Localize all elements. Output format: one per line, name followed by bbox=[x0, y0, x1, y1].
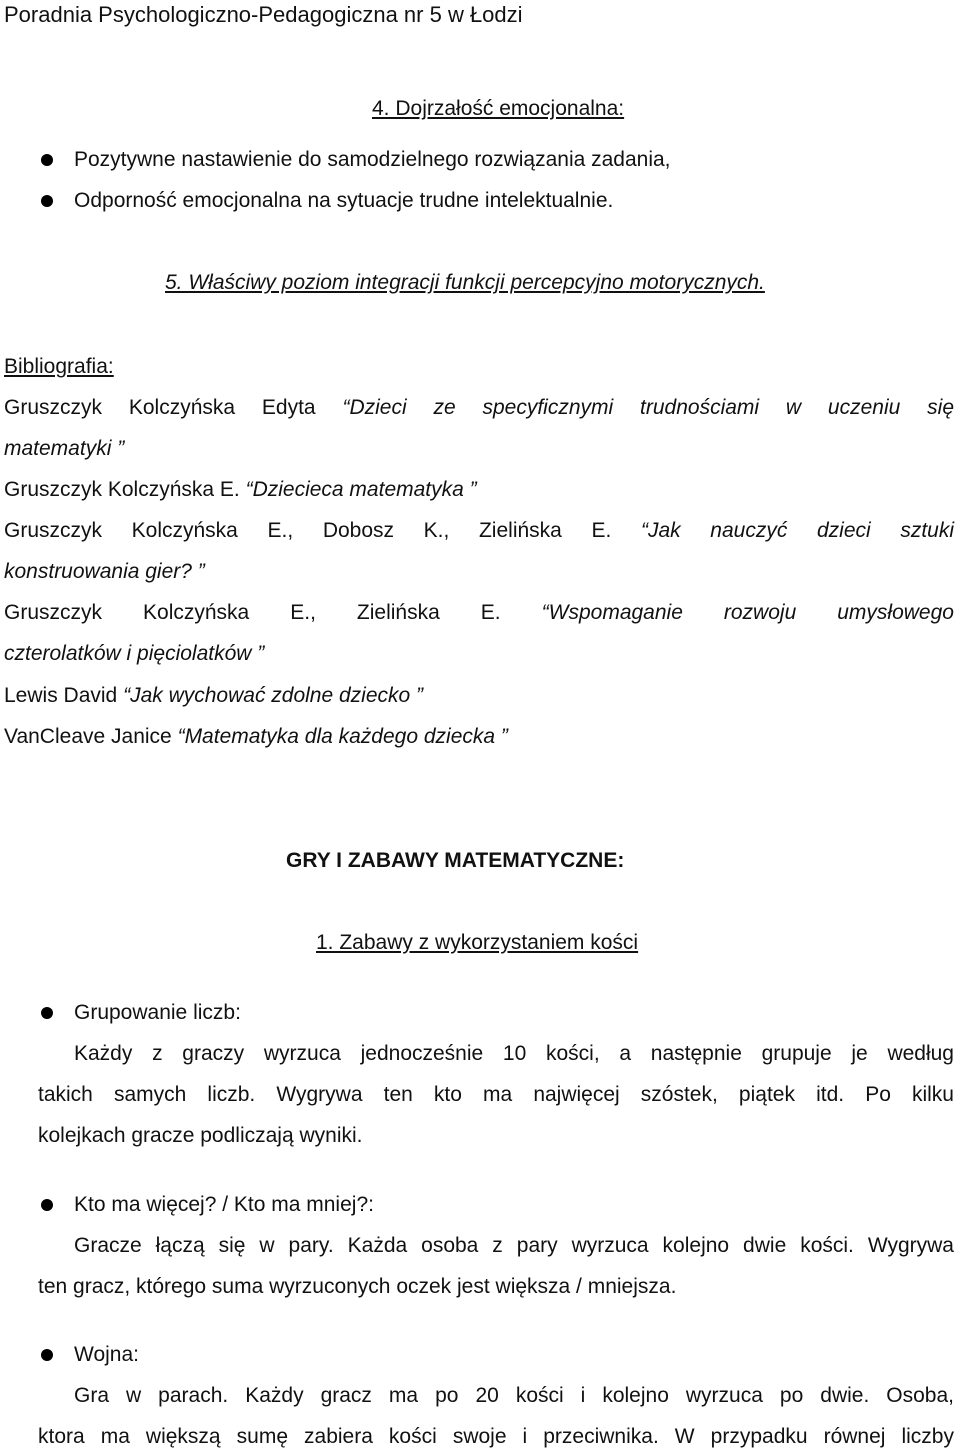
bibliography-entry-continuation: konstruowania gier? ” bbox=[4, 560, 205, 583]
bibliography-entry: Gruszczyk Kolczyńska E. “Dziecieca matematyka ” bbox=[4, 478, 477, 501]
section-4-item: Pozytywne nastawienie do samodzielnego rozwiązania zadania, bbox=[74, 148, 671, 171]
bullet-icon bbox=[41, 195, 53, 207]
bullet-icon bbox=[41, 154, 53, 166]
games-heading: GRY I ZABAWY MATEMATYCZNE: bbox=[286, 849, 625, 872]
section-5-heading: 5. Właściwy poziom integracji funkcji percepcyjno motorycznych. bbox=[165, 271, 765, 294]
bibliography-entry: Gruszczyk Kolczyńska E., Zielińska E. “Wspomaganie rozwoju umysłowego bbox=[4, 601, 954, 624]
bibliography-entry-continuation: matematyki ” bbox=[4, 437, 125, 460]
bibliography-heading: Bibliografia: bbox=[4, 355, 114, 378]
bibliography-entry: Gruszczyk Kolczyńska E., Dobosz K., Zielińska E. “Jak nauczyć dzieci sztuki bbox=[4, 519, 954, 542]
bibliography-entry: Lewis David “Jak wychować zdolne dziecko ” bbox=[4, 684, 424, 707]
bullet-icon bbox=[41, 1007, 53, 1019]
bibliography-entry: Gruszczyk Kolczyńska Edyta “Dzieci ze specyficznymi trudnościami w uczeniu się bbox=[4, 396, 955, 419]
game-name: Wojna: bbox=[74, 1343, 139, 1366]
game-description-line: Każdy z graczy wyrzuca jednocześnie 10 kości, a następnie grupuje je według bbox=[74, 1042, 954, 1065]
game-description-line: takich samych liczb. Wygrywa ten kto ma najwięcej szóstek, piątek itd. Po kilku bbox=[38, 1083, 954, 1106]
game-description-line: ktora ma większą sumę zabiera kości swoje i przeciwnika. W przypadku równej liczby bbox=[38, 1425, 954, 1448]
game-description-line: kolejkach gracze podliczają wyniki. bbox=[38, 1124, 363, 1147]
section-4-item: Odporność emocjonalna na sytuacje trudne intelektualnie. bbox=[74, 189, 614, 212]
games-subheading: 1. Zabawy z wykorzystaniem kości bbox=[316, 931, 639, 954]
game-name: Kto ma więcej? / Kto ma mniej?: bbox=[74, 1193, 374, 1216]
page-header-title: Poradnia Psychologiczno-Pedagogiczna nr 5 w Łodzi bbox=[4, 2, 523, 27]
section-4-heading: 4. Dojrzałość emocjonalna: bbox=[372, 97, 625, 120]
game-description-line: Gra w parach. Każdy gracz ma po 20 kości i kolejno wyrzuca po dwie. Osoba, bbox=[74, 1384, 954, 1407]
bullet-icon bbox=[41, 1349, 53, 1361]
bibliography-entry-continuation: czterolatków i pięciolatków ” bbox=[4, 642, 265, 665]
game-name: Grupowanie liczb: bbox=[74, 1001, 241, 1024]
bibliography-entry: VanCleave Janice “Matematyka dla każdego dziecka ” bbox=[4, 725, 508, 748]
game-description-line: Gracze łączą się w pary. Każda osoba z pary wyrzuca kolejno dwie kości. Wygrywa bbox=[74, 1234, 954, 1257]
bullet-icon bbox=[41, 1199, 53, 1211]
game-description-line: ten gracz, którego suma wyrzuconych oczek jest większa / mniejsza. bbox=[38, 1275, 677, 1298]
